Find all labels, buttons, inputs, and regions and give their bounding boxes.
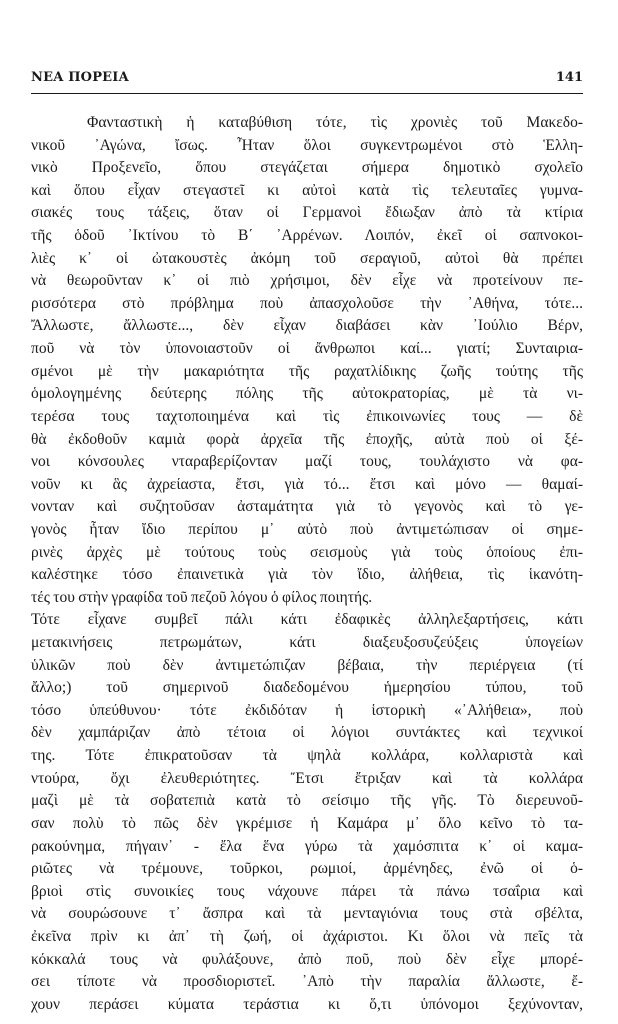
text-line: μετακινήσεις πετρωμάτων, κάτι διαξευξοσυζεύξεις ὑπογείων <box>31 634 583 652</box>
text-line: ρακούνημα, πήγαιν᾿ - ἔλα ἕνα γύρω τὰ χαμόσπιτα κ᾿ οἱ καμα- <box>31 837 583 855</box>
text-line: κόκκαλά τους νὰ φυλάξουνε, ἀπὸ ποῦ, ποὺ δὲν εἶχε μπορέ- <box>31 950 583 968</box>
text-line: νὰ σουρώσουνε τ᾿ ἄσπρα καὶ τὰ μενταγιόνια τους στὰ σβέλτα, <box>31 905 583 923</box>
text-line: ἄλλο;) τοῦ σημερινοῦ διαδεδομένου ἡμερησίου τύπου, τοῦ <box>31 679 583 697</box>
text-line: σιακές τους τάξεις, ὅταν οἱ Γερμανοὶ ἔδιωξαν ἀπὸ τὰ κτίρια <box>31 204 583 222</box>
text-line: Τότε εἶχανε συμβεῖ πάλι κάτι ἐδαφικὲς ἀλληλεξαρτήσεις, κάτι <box>31 611 583 629</box>
text-line: τῆς ὁδοῦ ᾿Ικτίνου τὸ Β΄ ᾿Αρρένων. Λοιπόν, ἐκεῖ οἱ σαπνοκοι- <box>31 227 583 245</box>
text-line: νὰ θεωροῦνταν κ᾿ οἱ πιὸ χρήσιμοι, δὲν εἶχε νὰ προτείνουν πε- <box>31 272 583 290</box>
text-line: βριοὶ στὶς συνοικίες τους νάχουνε πάρει τὰ πάνω τσαΐρια καὶ <box>31 882 583 900</box>
text-line: τερέσα τους ταχτοποιημένα καὶ τὶς ἐπικοινωνίες τους — δὲ <box>31 407 583 425</box>
text-line: νονταν καὶ συζητοῦσαν ἀσταμάτητα γιὰ τὸ γεγονὸς καὶ τὸ γε- <box>31 498 583 516</box>
text-line: δὲν χαμπάριζαν ἀπὸ τέτοια οἱ λόγιοι συντάκτες καὶ τεχνικοί <box>31 724 583 742</box>
text-line: ὑλικῶν ποὺ δὲν ἀντιμετώπιζαν βέβαια, τὴν περιέργεια (τί <box>31 656 583 674</box>
text-line: ἐκεῖνα πρὶν κι ἀπ᾿ τὴ ζωή, οἱ ἀχάριστοι. Κι ὅλοι νὰ πεῖς τὰ <box>31 927 583 945</box>
text-line: θὰ ἐκδοθοῦν καμιὰ φορὰ ἀρχεῖα τῆς ἐποχῆς, αὐτὰ ποὺ οἱ ξέ- <box>31 430 583 448</box>
page-number: 141 <box>555 70 583 85</box>
text-line: χουν περάσει κύματα τεράστια κι ὅ,τι ὑπόνομοι ξεχύνονταν, <box>31 995 583 1013</box>
text-line: σμένοι μὲ τὴν μακαριότητα τῆς ραχατλίδικης ζωῆς τούτης τῆς <box>31 362 583 380</box>
text-line: τόσο ὑπεύθυνου· τότε ἐκδιδόταν ἡ ἱστορικὴ «᾿Αλήθεια», ποὺ <box>31 701 583 719</box>
text-line: νοι κόνσουλες νταραβερίζονταν μαζί τους, τουλάχιστο νὰ φα- <box>31 453 583 471</box>
text-line: ρισσότερα στὸ πρόβλημα ποὺ ἀπασχολοῦσε τὴν ᾿Αθήνα, τότε... <box>31 294 583 312</box>
text-line: μαζὶ μὲ τὰ σοβατεπιὰ κατὰ τὸ σείσιμο τῆς γῆς. Τὸ διερευνοῦ- <box>31 792 583 810</box>
body-text <box>31 112 583 1016</box>
text-line: ποῦ νὰ τὸν ὑπονοιαστοῦν οἱ ἄνθρωποι καί... γιατί; Συνταιρια- <box>31 340 583 358</box>
text-line: σει τίποτε νὰ προσδιοριστεῖ. ᾿Απὸ τὴν παραλία ἄλλωστε, ἔ- <box>31 973 583 991</box>
text-line: σαν πολὺ τὸ πῶς δὲν γκρέμισε ἡ Καμάρα μ᾿ ὅλο κεῖνο τὸ τα- <box>31 814 583 832</box>
text-line: Φανταστικὴ ἡ καταβύθιση τότε, τὶς χρονιὲς τοῦ Μακεδο- <box>87 114 583 131</box>
text-line: λιὲς κ᾿ οἱ ὠτακουστὲς ἀκόμη τοῦ σεραγιοῦ, αὐτοὶ θὰ πρέπει <box>31 249 583 267</box>
text-line: γονὸς ἦταν ἴδιο περίπου μ᾿ αὐτὸ ποὺ ἀντιμετώπισαν οἱ σημε- <box>31 520 583 538</box>
text-line: νοῦν κι ἃς ἀχρείαστα, ἔτσι, γιὰ τό... ἔτσι καὶ μόνο — θαμαί- <box>31 475 583 493</box>
text-line: Ἄλλωστε, ἄλλωστε..., δὲν εἶχαν διαβάσει κὰν ᾿Ιούλιο Βέρν, <box>31 317 583 335</box>
text-line: ρινὲς ἀρχὲς μὲ τούτους τοὺς σεισμοὺς γιὰ τοὺς ὁποίους ἐπι- <box>31 543 583 561</box>
running-header <box>31 70 583 92</box>
journal-title: ΝΕΑ ΠΟΡΕΙΑ <box>31 70 129 85</box>
text-line: τές του στὴν γραφίδα τοῦ πεζοῦ λόγου ὁ φίλος ποιητής. <box>31 588 373 606</box>
text-line: της. Τότε ἐπικρατοῦσαν τὰ ψηλὰ κολλάρα, κολλαριστὰ καὶ <box>31 747 583 765</box>
text-line: καὶ ὅπου εἶχαν στεγαστεῖ κι αὐτοὶ κατὰ τὶς τελευταῖες γυμνα- <box>31 181 583 199</box>
text-line: ὁμολογημένης δεύτερης πόλης τῆς αὐτοκρατορίας, μὲ τὰ νι- <box>31 385 583 403</box>
text-line: ντούρα, ὄχι ἐλευθεριότητες. Ἔτσι ἔτριξαν καὶ τὰ κολλάρα <box>31 769 583 787</box>
header-rule <box>31 93 583 94</box>
text-line: νικὸ Προξενεῖο, ὅπου στεγάζεται σήμερα δημοτικὸ σχολεῖο <box>31 159 583 177</box>
text-line: ριῶτες νὰ τρέμουνε, τοῦρκοι, ρωμιοί, ἀρμένηδες, ἐνῶ οἱ ὁ- <box>31 860 583 878</box>
text-line: νικοῦ ᾿Αγώνα, ἴσως. Ἦταν ὅλοι συγκεντρωμένοι στὸ Ἑλλη- <box>31 136 583 154</box>
text-line: καλέστηκε τόσο ἐπαινετικὰ γιὰ τὸν ἴδιο, ἀλήθεια, τὶς ἱκανότη- <box>31 566 583 584</box>
